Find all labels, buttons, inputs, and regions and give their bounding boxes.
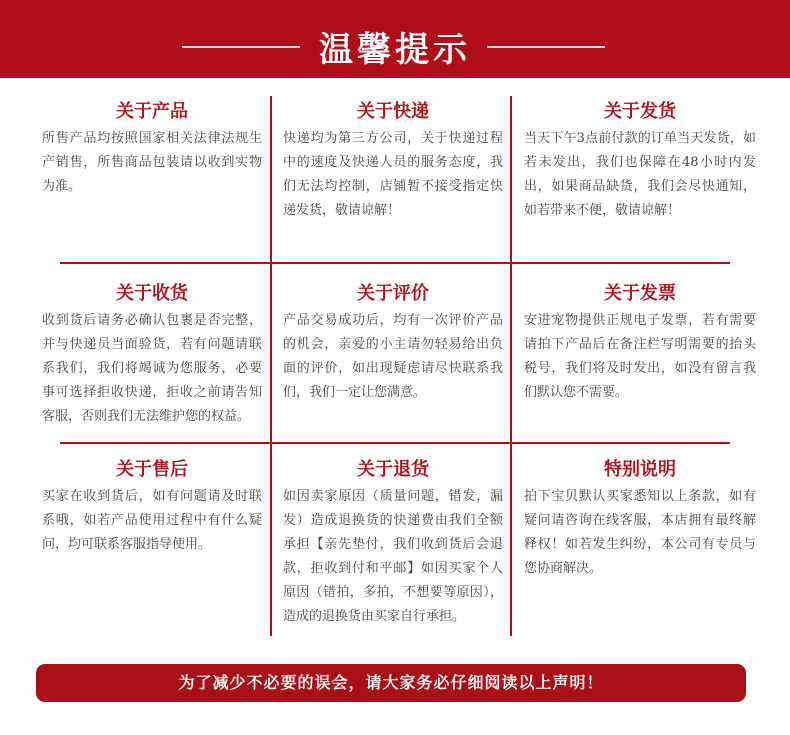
info-card-review (283, 279, 503, 405)
card-title: 关于产品 (116, 101, 188, 122)
card-title: 关于退货 (357, 459, 429, 480)
page-title: 温馨提示 (319, 30, 471, 70)
card-title: 关于快递 (357, 101, 429, 122)
card-body: 安进宠物提供正规电子发票，若有需要请拍下产品后在备注栏写明需要的抬头税号，我们将及时发出，如没有留言我们默认您不需要。 (524, 313, 756, 400)
info-card-returns (283, 455, 503, 629)
card-title: 关于收货 (116, 283, 188, 304)
info-card-special-notes (524, 455, 756, 581)
card-body: 所售产品均按照国家相关法律法规生产销售，所售商品包装请以收到实物为准。 (42, 131, 262, 194)
info-card-invoice (524, 279, 756, 405)
card-body: 快递均为第三方公司，关于快递过程中的速度及快递人员的服务态度，我们无法均控制，店铺暂不接受指定快递发货，敬请谅解！ (283, 131, 503, 218)
card-body: 拍下宝贝默认买家悉知以上条款，如有疑问请咨询在线客服，本店拥有最终解释权！如若发生纠纷，本公司有专员与您协商解决。 (524, 489, 756, 576)
info-card-product (42, 97, 262, 199)
card-title: 特别说明 (604, 459, 676, 480)
info-card-shipping (283, 97, 503, 223)
grid-divider-horizontal (60, 262, 730, 264)
card-title: 关于发货 (604, 101, 676, 122)
header-banner (0, 0, 790, 78)
card-title: 关于发票 (604, 283, 676, 304)
footer-notice: 为了减少不必要的误会，请大家务必仔细阅读以上声明！ (178, 673, 604, 692)
card-title: 关于售后 (116, 459, 188, 480)
info-card-receiving (42, 279, 262, 429)
card-title: 关于评价 (357, 283, 429, 304)
info-card-after-sales (42, 455, 262, 557)
card-body: 买家在收到货后，如有问题请及时联系哦，如若产品使用过程中有什么疑问，均可联系客服指导使用。 (42, 489, 262, 552)
card-body: 当天下午3点前付款的订单当天发货，如若未发出，我们也保障在48小时内发出，如果商品缺货，我们会尽快通知，如若带来不便，敬请谅解！ (524, 131, 756, 218)
grid-divider-vertical (270, 96, 272, 636)
card-body: 收到货后请务必确认包裹是否完整，并与快递员当面验货，若有问题请联系我们，我们将竭诚为您服务，必要事可选择拒收快递，拒收之前请告知客服，否则我们无法维护您的权益。 (42, 313, 262, 424)
info-card-dispatch (524, 97, 756, 223)
grid-divider-vertical (510, 96, 512, 636)
grid-divider-horizontal (60, 442, 730, 444)
card-body: 产品交易成功后，均有一次评价产品的机会，亲爱的小主请勿轻易给出负面的评价，如出现疑虑请尽快联系我们，我们一定让您满意。 (283, 313, 503, 400)
header-divider-right (487, 46, 605, 48)
card-body: 如因卖家原因（质量问题，错发，漏发）造成退换货的快递费由我们全额承担【亲先垫付，我们收到货后会退款，拒收到付和平邮】如因买家个人原因（错拍，多拍，不想要等原因），造成的退换货由买家自行承担。 (283, 489, 503, 624)
footer-notice-banner (36, 664, 746, 702)
